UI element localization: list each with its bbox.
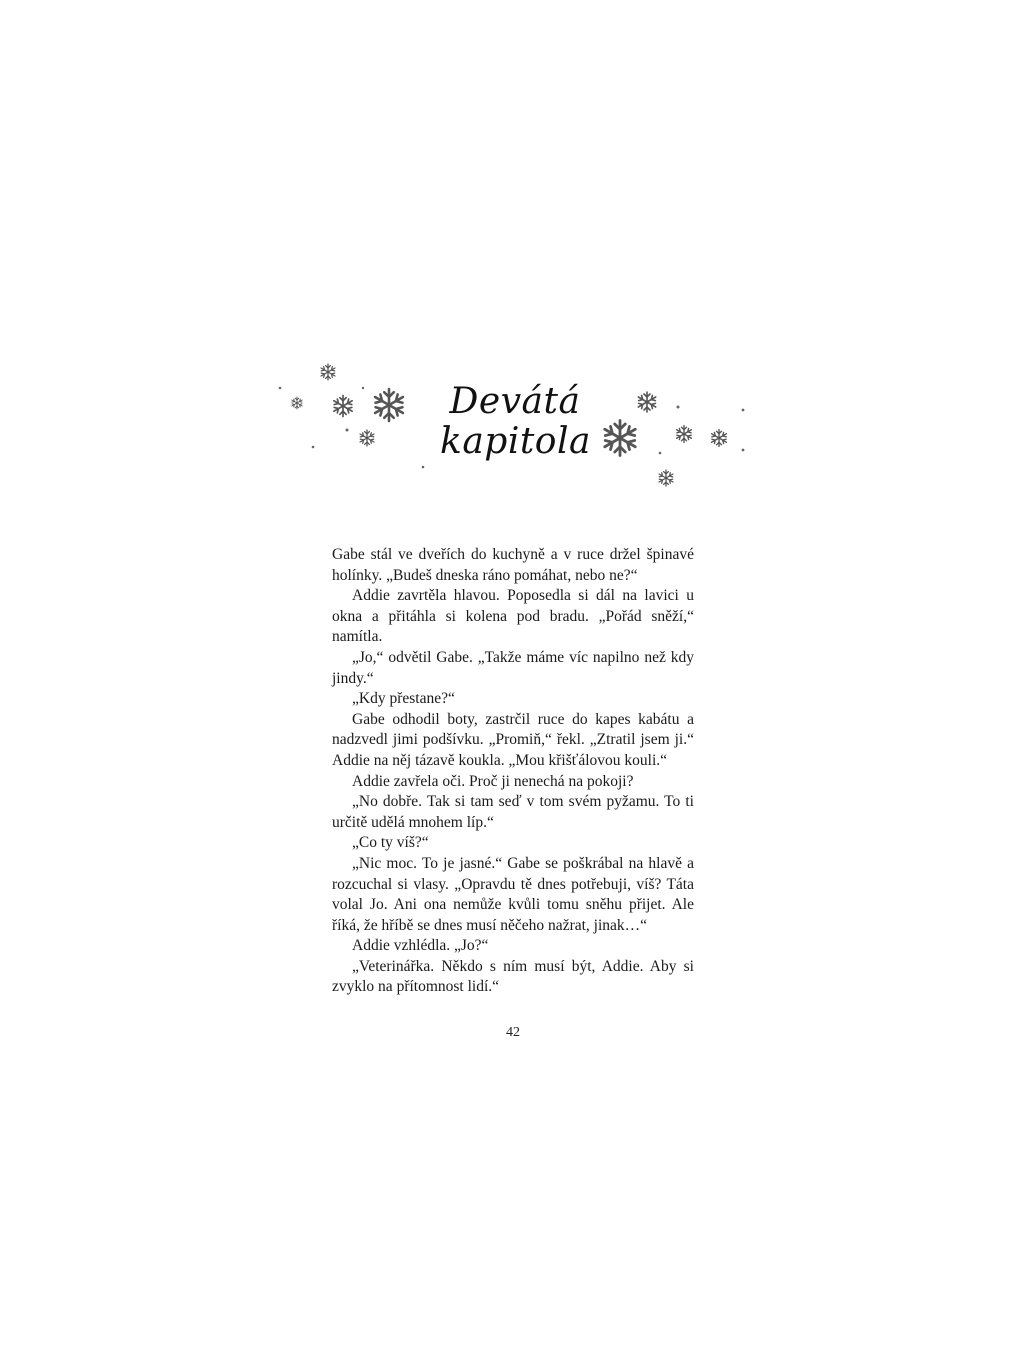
paragraph: Gabe stál ve dveřích do kuchyně a v ruce držel špinavé holínky. „Budeš dneska ráno pomáhat, nebo ne?“ — [332, 546, 694, 584]
chapter-title-line-1: Devátá — [449, 381, 581, 422]
paragraph: Addie zavrtěla hlavou. Poposedla si dál na lavici u okna a přitáhla si kolena pod bradu. „Pořád sněží,“ namítla. — [332, 587, 694, 646]
chapter-header — [270, 350, 760, 500]
paragraph: „Jo,“ odvětil Gabe. „Takže máme víc napilno než kdy jindy.“ — [332, 648, 694, 687]
paragraph: „Veterinářka. Někdo s ním musí být, Addie. Aby si zvyklo na přítomnost lidí.“ — [332, 957, 694, 996]
paragraph: „Nic moc. To je jasné.“ Gabe se poškrábal na hlavě a rozcuchal si vlasy. „Opravdu tě dnes potřebuji, víš? Táta volal Jo. Ani ona nemůže kvůli tomu sněhu přijet. Ale říká, že hříbě se dnes musí něčeho nažrat, jinak…“ — [332, 854, 694, 934]
chapter-title-line-2: kapitola — [440, 421, 591, 462]
paragraph: Gabe odhodil boty, zastrčil ruce do kapes kabátu a nadzvedl jimi podšívku. „Promiň,“ řekl. „Ztratil jsem ji.“ Addie na něj tázavě koukla. „Mou křišťálovou kouli.“ — [332, 710, 694, 769]
paragraph: Addie zavřela oči. Proč ji nenechá na pokoji? — [352, 772, 634, 790]
paragraph: Addie vzhlédla. „Jo?“ — [352, 937, 489, 955]
paragraph: „Kdy přestane?“ — [352, 690, 455, 708]
body-text — [332, 545, 694, 998]
chapter-title — [440, 382, 590, 462]
paragraph: „No dobře. Tak si tam seď v tom svém pyžamu. To ti určitě udělá mnohem líp.“ — [332, 793, 694, 831]
paragraph: „Co ty víš?“ — [352, 834, 429, 852]
page-number: 42 — [506, 1025, 520, 1040]
